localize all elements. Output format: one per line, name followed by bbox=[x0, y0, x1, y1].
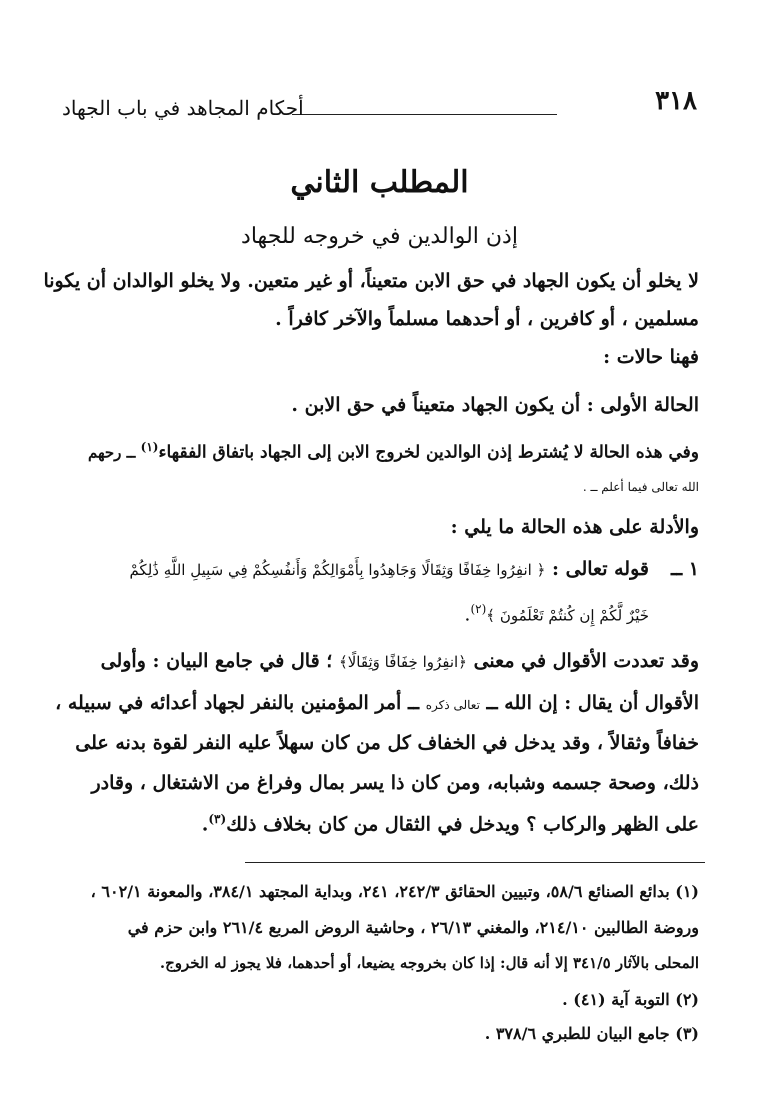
p3-text-b: ــ أمر المؤمنين بالنفر لجهاد أعدائه في سبيله ، bbox=[55, 692, 426, 714]
footnote-ref-1[interactable]: (١) bbox=[140, 440, 159, 454]
list-item-intro: قوله تعالى : bbox=[545, 558, 649, 580]
body-line-p5: ذلك، وصحة جسمه وشبابه، ومن كان ذا يسر بمال وفراغ من الاشتغال ، وقادر bbox=[91, 772, 699, 794]
body-line-5 bbox=[60, 440, 699, 463]
footnote-1-line-2: وروضة الطالبين ٢١٤/١٠، والمغني ٢٦/١٣ ، وحاشية الروض المربع ٢٦١/٤ وابن حزم في bbox=[127, 918, 699, 937]
body-line-6: الله تعالى فيما أعلم ــ . bbox=[582, 480, 699, 494]
page-header bbox=[62, 86, 697, 126]
page-number: ٣١٨ bbox=[655, 86, 697, 116]
running-title: أحكام المجاهد في باب الجهاد bbox=[62, 96, 304, 120]
p2-text-b: ؛ قال في جامع البيان : وأولى bbox=[100, 650, 339, 672]
body-line-p3 bbox=[55, 692, 699, 714]
p3-small: تعالى ذكره bbox=[425, 698, 480, 712]
body-line-p6 bbox=[60, 812, 699, 835]
body-line-7: والأدلة على هذه الحالة ما يلي : bbox=[450, 516, 699, 538]
p6-end: . bbox=[201, 813, 209, 836]
body-line-1: لا يخلو أن يكون الجهاد في حق الابن متعيناً، أو غير متعين. ولا يخلو الوالدان أن يكونا bbox=[43, 270, 699, 292]
body-line-p2 bbox=[60, 650, 699, 672]
footnote-ref-2[interactable]: (٢) bbox=[470, 602, 487, 616]
body-line-3: فهنا حالات : bbox=[603, 346, 699, 368]
quran-verse-a: ﴿ انفِرُوا خِفَافًا وَثِقَالًا وَجَاهِدُوا بِأَمْوَالِكُمْ وَأَنفُسِكُمْ فِي سَبِيلِ اللَّهِ ذَٰلِكُمْ bbox=[129, 561, 546, 579]
list-item-1 bbox=[60, 558, 649, 580]
p2-text-a: وقد تعددت الأقوال في معنى bbox=[466, 650, 699, 672]
header-rule bbox=[292, 114, 557, 115]
p6-text: على الظهر والركاب ؟ ويدخل في الثقال من كان بخلاف ذلك bbox=[226, 813, 699, 836]
list-item-end: . bbox=[464, 603, 471, 626]
section-title: المطلب الثاني bbox=[290, 165, 469, 200]
footnote-ref-3[interactable]: (٣) bbox=[208, 812, 227, 826]
footnote-3: (٣) جامع البيان للطبري ٣٧٨/٦ . bbox=[484, 1024, 699, 1043]
p3-text-a: الأقوال أن يقال : إن الله ــ bbox=[479, 692, 699, 714]
list-item-1-cont bbox=[60, 602, 649, 625]
footnote-rule bbox=[245, 862, 705, 863]
footnote-2: (٢) التوبة آية (٤١) . bbox=[562, 990, 699, 1009]
p2-verse: ﴿انفِرُوا خِفَافًا وَثِقَالًا﴾ bbox=[338, 653, 467, 671]
body-line-4: الحالة الأولى : أن يكون الجهاد متعيناً في حق الابن . bbox=[291, 394, 699, 416]
footnote-1-line-1: (١) بدائع الصنائع ٥٨/٦، وتبيين الحقائق ٢٤٢/٣، ٢٤١، وبداية المجتهد ٣٨٤/١، والمعونة ٦٠٢/١ ، bbox=[90, 882, 699, 901]
quran-verse-b: خَيْرٌ لَّكُمْ إِن كُنتُمْ تَعْلَمُونَ ﴾ bbox=[486, 606, 649, 625]
body-line-5-end: ــ رحهم bbox=[87, 443, 141, 462]
body-line-5-text: وفي هذه الحالة لا يُشترط إذن الوالدين لخروج الابن إلى الجهاد باتفاق الفقهاء bbox=[158, 442, 699, 463]
section-subtitle: إذن الوالدين في خروجه للجهاد bbox=[241, 224, 518, 249]
body-line-2: مسلمين ، أو كافرين ، أو أحدهما مسلماً والآخر كافراً . bbox=[275, 308, 699, 330]
list-item-number: ١ ــ bbox=[671, 558, 699, 580]
body-line-p4: خفافاً وثقالاً ، وقد يدخل في الخفاف كل من كان سهلاً عليه النفر لقوة بدنه على bbox=[75, 732, 699, 754]
footnote-1-line-3: المحلى بالآثار ٣٤١/٥ إلا أنه قال: إذا كان بخروجه يضيعا، أو أحدهما، فلا يجوز له الخروج. bbox=[159, 954, 699, 972]
